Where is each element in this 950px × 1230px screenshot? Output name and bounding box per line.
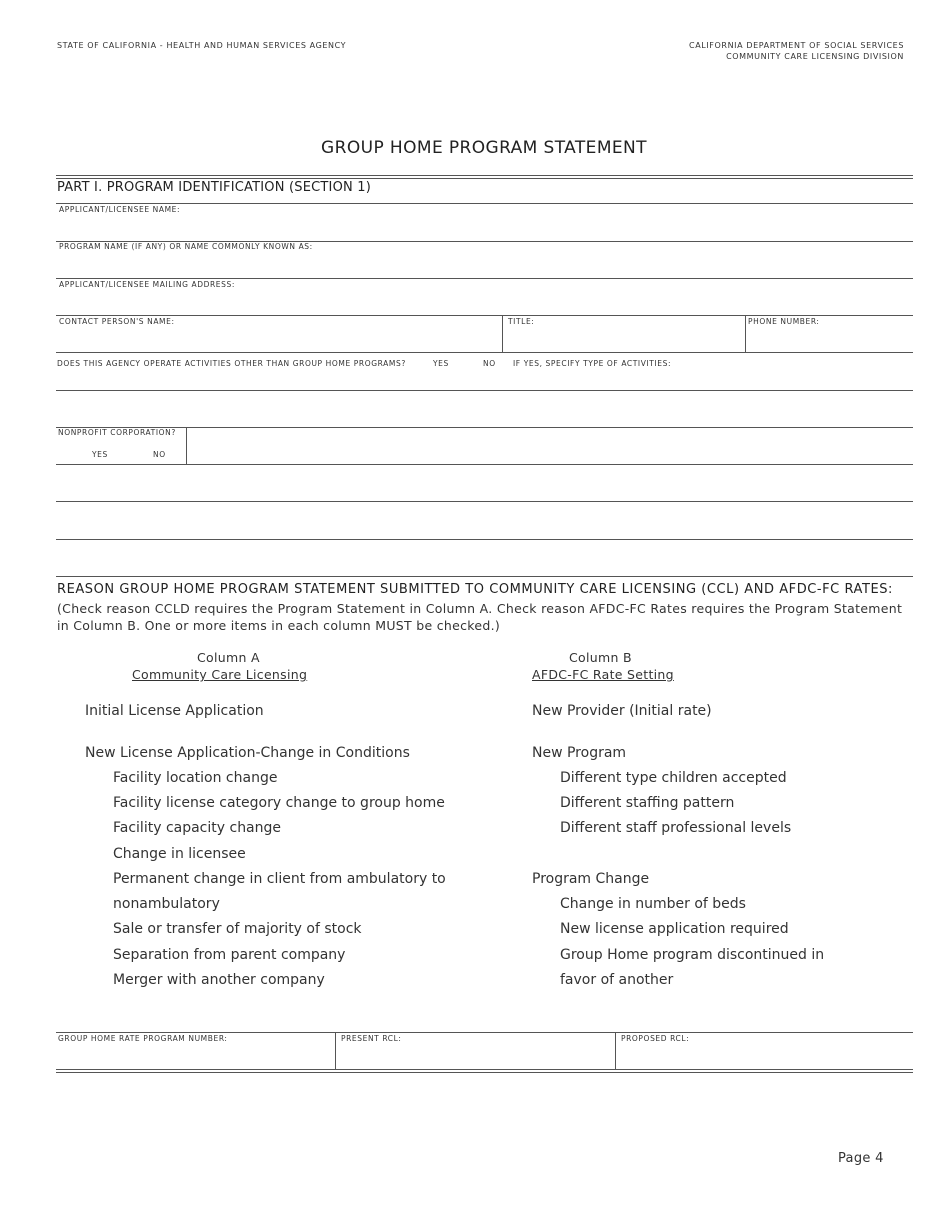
part1-heading: PART I. PROGRAM IDENTIFICATION (SECTION 1) — [57, 180, 372, 195]
program-name-label: PROGRAM NAME (IF ANY) OR NAME COMMONLY KNOWN AS: — [59, 242, 313, 251]
col-a-capacity-change[interactable]: Facility capacity change — [113, 820, 282, 836]
rate-program-number-label: GROUP HOME RATE PROGRAM NUMBER: — [58, 1034, 228, 1043]
rule — [56, 278, 913, 279]
contact-name-label: CONTACT PERSON'S NAME: — [59, 317, 175, 326]
proposed-rcl-field[interactable] — [620, 1046, 912, 1068]
contact-name-field[interactable] — [58, 329, 502, 351]
rule-double-top — [56, 1069, 913, 1070]
divider — [502, 315, 503, 352]
agency-header: STATE OF CALIFORNIA - HEALTH AND HUMAN SERVICES AGENCY — [57, 41, 347, 50]
col-b-program-change[interactable]: Program Change — [532, 871, 650, 887]
proposed-rcl-label: PROPOSED RCL: — [621, 1034, 690, 1043]
rule — [56, 203, 913, 204]
rule — [56, 576, 913, 577]
nonprofit-no[interactable]: NO — [153, 450, 166, 459]
phone-number-label: PHONE NUMBER: — [748, 317, 820, 326]
other-activities-question: DOES THIS AGENCY OPERATE ACTIVITIES OTHER THAN GROUP HOME PROGRAMS? — [57, 359, 406, 368]
rule-double-bottom — [56, 1072, 913, 1073]
rule — [56, 352, 913, 353]
rule — [56, 539, 913, 540]
nonprofit-yes[interactable]: YES — [92, 450, 108, 459]
rule — [56, 1032, 913, 1033]
additional-line-2[interactable] — [60, 513, 912, 535]
col-b-new-provider[interactable]: New Provider (Initial rate) — [532, 703, 712, 719]
rule-double-bottom — [56, 178, 913, 179]
divider — [186, 427, 187, 464]
additional-line-1[interactable] — [60, 476, 912, 498]
col-a-sale-transfer-stock[interactable]: Sale or transfer of majority of stock — [113, 921, 362, 937]
division-header: COMMUNITY CARE LICENSING DIVISION — [726, 52, 904, 61]
divider — [615, 1032, 616, 1069]
other-activities-no[interactable]: NO — [483, 359, 496, 368]
mailing-address-field[interactable] — [58, 292, 912, 314]
present-rcl-label: PRESENT RCL: — [341, 1034, 402, 1043]
col-b-different-staffing[interactable]: Different staffing pattern — [560, 795, 735, 811]
col-a-separation-parent[interactable]: Separation from parent company — [113, 947, 346, 963]
col-b-different-professional-levels[interactable]: Different staff professional levels — [560, 820, 792, 836]
rule — [56, 427, 913, 428]
col-a-change-in-licensee[interactable]: Change in licensee — [113, 846, 246, 862]
col-b-change-beds[interactable]: Change in number of beds — [560, 896, 746, 912]
col-a-license-category-change[interactable]: Facility license category change to group home — [113, 795, 445, 811]
col-a-new-license-change[interactable]: New License Application-Change in Conditions — [85, 745, 410, 761]
reason-instructions: (Check reason CCLD requires the Program Statement in Column A. Check reason AFDC-FC Rates requires the Program Statement in Column B. One or more items in each column MUST be checked.) — [57, 601, 903, 633]
other-activities-yes[interactable]: YES — [433, 359, 449, 368]
nonprofit-details-field[interactable] — [192, 438, 912, 460]
form-title: GROUP HOME PROGRAM STATEMENT — [321, 138, 647, 158]
department-header: CALIFORNIA DEPARTMENT OF SOCIAL SERVICES — [689, 41, 904, 50]
title-field[interactable] — [506, 329, 745, 351]
activities-field-line1[interactable] — [60, 369, 912, 389]
reason-heading: REASON GROUP HOME PROGRAM STATEMENT SUBMITTED TO COMMUNITY CARE LICENSING (CCL) AND AFDC-FC RATES: — [57, 582, 893, 597]
col-b-new-program[interactable]: New Program — [532, 745, 627, 761]
program-name-field[interactable] — [58, 254, 912, 276]
mailing-address-label: APPLICANT/LICENSEE MAILING ADDRESS: — [59, 280, 235, 289]
col-a-ambulatory-change[interactable]: Permanent change in client from ambulatory to — [113, 871, 446, 887]
col-b-different-children[interactable]: Different type children accepted — [560, 770, 787, 786]
col-a-ambulatory-change-cont: nonambulatory — [113, 896, 220, 912]
column-b-title: AFDC-FC Rate Setting — [532, 667, 674, 682]
divider — [335, 1032, 336, 1069]
rate-program-number-field[interactable] — [58, 1046, 334, 1068]
if-yes-activities-label: IF YES, SPECIFY TYPE OF ACTIVITIES: — [513, 359, 672, 368]
col-a-facility-location-change[interactable]: Facility location change — [113, 770, 278, 786]
present-rcl-field[interactable] — [340, 1046, 614, 1068]
activities-field-line2[interactable] — [60, 402, 912, 424]
column-a-label: Column A — [197, 650, 260, 665]
title-label: TITLE: — [508, 317, 535, 326]
col-a-initial-license[interactable]: Initial License Application — [85, 703, 264, 719]
col-b-program-discontinued[interactable]: Group Home program discontinued in — [560, 947, 825, 963]
nonprofit-label: NONPROFIT CORPORATION? — [58, 428, 176, 437]
phone-number-field[interactable] — [748, 329, 912, 351]
applicant-name-field[interactable] — [58, 217, 912, 239]
divider — [745, 315, 746, 352]
applicant-name-label: APPLICANT/LICENSEE NAME: — [59, 205, 181, 214]
rule — [56, 501, 913, 502]
column-b-label: Column B — [569, 650, 632, 665]
rule — [56, 464, 913, 465]
col-b-program-discontinued-cont: favor of another — [560, 972, 674, 988]
rule — [56, 390, 913, 391]
page-number: Page 4 — [838, 1151, 884, 1166]
rule — [56, 315, 913, 316]
col-a-merger[interactable]: Merger with another company — [113, 972, 325, 988]
column-a-title: Community Care Licensing — [132, 667, 308, 682]
rule-double-top — [56, 175, 913, 176]
col-b-new-license-required[interactable]: New license application required — [560, 921, 789, 937]
